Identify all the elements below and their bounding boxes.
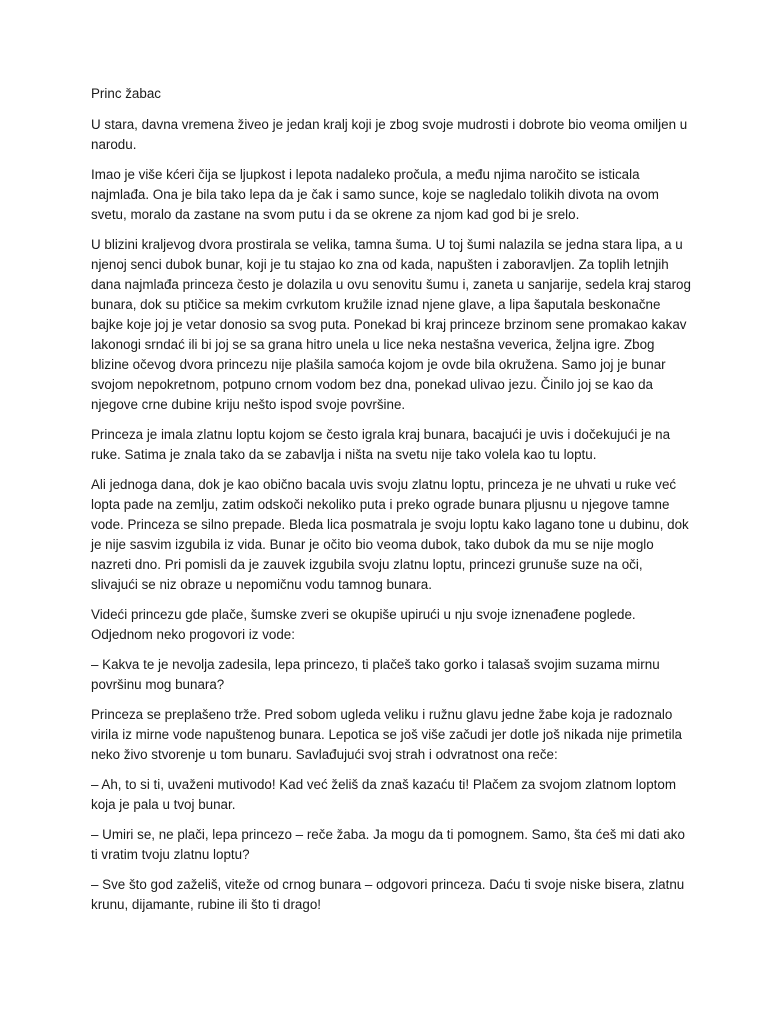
paragraph-7: – Kakva te je nevolja zadesila, lepa princezo, ti plačeš tako gorko i talasaš svojim suzama mirnu površinu mog bunara?: [91, 657, 660, 692]
paragraph-6: Videći princezu gde plače, šumske zveri se okupiše upirući u nju svoje iznenađene poglede. Odjednom neko progovori iz vode:: [91, 607, 636, 642]
paragraph-8: Princeza se preplašeno trže. Pred sobom ugleda veliku i ružnu glavu jedne žabe koja je radoznalo virila iz mirne vode napuštenog bunara. Lepotica se još više začudi jer dotle još nikada nije primetila neko živo stvorenje u tom bunaru. Savlađujući svoj strah i odvratnost ona reče:: [91, 707, 682, 762]
document-body: [91, 84, 691, 925]
paragraph-3: U blizini kraljevog dvora prostirala se velika, tamna šuma. U toj šumi nalazila se jedna stara lipa, a u njenoj senci dubok bunar, koji je tu stajao ko zna od kada, napušten i zaboravljen. Za toplih letnjih dana najmlađa princeza često je dolazila u ovu senovitu šumu i, zaneta u sanjarije, sedela kraj starog bunara, dok su ptičice sa mekim cvrkutom kružile iznad njene glave, a lipa šaputala beskonačne bajke koje joj je vetar donosio sa svog puta. Ponekad bi kraj princeze brzinom sene promakao kakav lakonogi srndać ili bi joj se sa grana hitro unela u lice neka nestašna veverica, željna igre. Zbog blizine očevog dvora princezu nije plašila samoća kojom je ovde bila okružena. Samo joj je bunar svojom nepokretnom, potpuno crnom vodom bez dna, ponekad ulivao jezu. Činilo joj se kao da njegove crne dubine kriju nešto ispod svoje površine.: [91, 237, 691, 412]
paragraph-5: Ali jednoga dana, dok je kao obično bacala uvis svoju zlatnu loptu, princeza je ne uhvati u ruke već lopta pade na zemlju, zatim odskoči nekoliko puta i preko ograde bunara pljusnu u njegove tamne vode. Princeza se silno prepade. Bleda lica posmatrala je svoju loptu kako lagano tone u dubinu, dok je nije sasvim izgubila iz vida. Bunar je očito bio veoma dubok, tako dubok da mu se nije moglo nazreti dno. Pri pomisli da je zauvek izgubila svoju zlatnu loptu, princezi grunuše suze na oči, slivajući se niz obraze u nepomičnu vodu tamnog bunara.: [91, 477, 689, 592]
paragraph-4: Princeza je imala zlatnu loptu kojom se često igrala kraj bunara, bacajući je uvis i dočekujući je na ruke. Satima je znala tako da se zabavlja i ništa na svetu nije tako volela kao tu loptu.: [91, 427, 671, 462]
document-title: Princ žabac: [91, 86, 161, 101]
paragraph-2: Imao je više kćeri čija se ljupkost i lepota nadaleko pročula, a među njima naročito se isticala najmlađa. Ona je bila tako lepa da je čak i samo sunce, koje se nagledalo tolikih divota na ovom svetu, moralo da zastane na svom putu i da se okrene za njom kad god bi je srelo.: [91, 167, 659, 222]
paragraph-9: – Ah, to si ti, uvaženi mutivodo! Kad već želiš da znaš kazaću ti! Plačem za svojom zlatnom loptom koja je pala u tvoj bunar.: [91, 777, 676, 812]
paragraph-11: – Sve što god zaželiš, viteže od crnog bunara – odgovori princeza. Daću ti svoje niske bisera, zlatnu krunu, dijamante, rubine ili što ti drago!: [91, 877, 685, 912]
paragraph-10: – Umiri se, ne plači, lepa princezo – reče žaba. Ja mogu da ti pomognem. Samo, šta ćeš mi dati ako ti vratim tvoju zlatnu loptu?: [91, 827, 685, 862]
paragraph-1: U stara, davna vremena živeo je jedan kralj koji je zbog svoje mudrosti i dobrote bio veoma omiljen u narodu.: [91, 117, 688, 152]
